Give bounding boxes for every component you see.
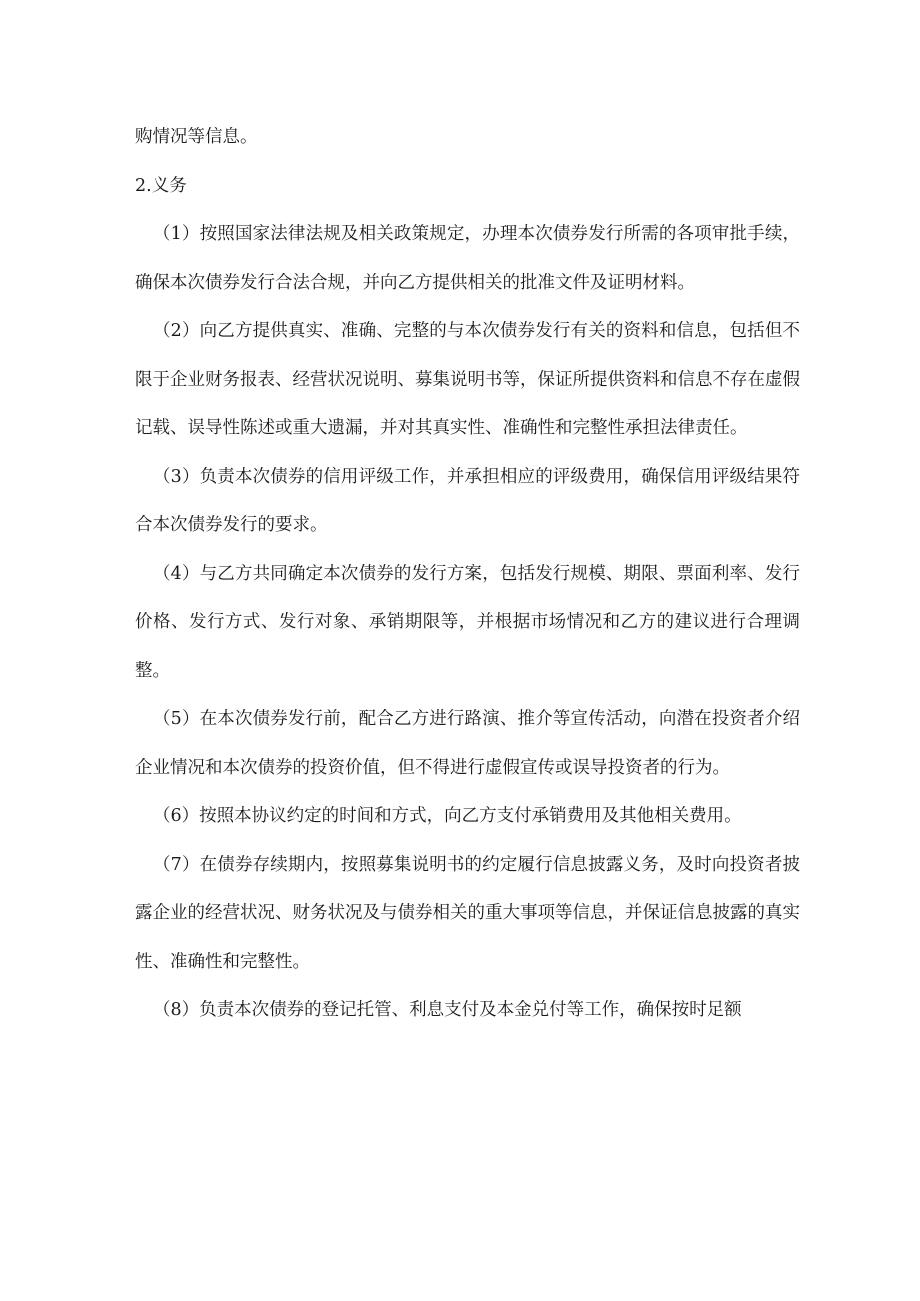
obligation-item-4: （4）与乙方共同确定本次债券的发行方案，包括发行规模、期限、票面利率、发行价格、发行方式、发行对象、承销期限等，并根据市场情况和乙方的建议进行合理调整。 xyxy=(135,563,800,681)
obligation-item-8: （8）负责本次债券的登记托管、利息支付及本金兑付等工作，确保按时足额 xyxy=(153,1000,742,1020)
obligation-item-2: （2）向乙方提供真实、准确、完整的与本次债券发行有关的资料和信息，包括但不限于企业财务报表、经营状况说明、募集说明书等，保证所提供资料和信息不存在虚假记载、误导性陈述或重大遗漏，并对其真实性、准确性和完整性承担法律责任。 xyxy=(135,321,800,438)
section-heading: 2.义务 xyxy=(135,175,187,196)
obligation-item-3: （3）负责本次债券的信用评级工作，并承担相应的评级费用，确保信用评级结果符合本次债券发行的要求。 xyxy=(135,466,800,535)
obligation-item-6: （6）按照本协议约定的时间和方式，向乙方支付承销费用及其他相关费用。 xyxy=(153,806,742,826)
document-page xyxy=(135,113,800,1035)
obligation-item-7: （7）在债券存续期内，按照募集说明书的约定履行信息披露义务，及时向投资者披露企业的经营状况、财务状况及与债券相关的重大事项等信息，并保证信息披露的真实性、准确性和完整性。 xyxy=(135,854,800,972)
obligation-item-1: （1）按照国家法律法规及相关政策规定，办理本次债券发行所需的各项审批手续，确保本次债券发行合法合规，并向乙方提供相关的批准文件及证明材料。 xyxy=(135,224,800,293)
continuation-text: 购情况等信息。 xyxy=(135,127,258,147)
obligation-item-5: （5）在本次债券发行前，配合乙方进行路演、推介等宣传活动，向潜在投资者介绍企业情况和本次债券的投资价值，但不得进行虚假宣传或误导投资者的行为。 xyxy=(135,709,800,778)
